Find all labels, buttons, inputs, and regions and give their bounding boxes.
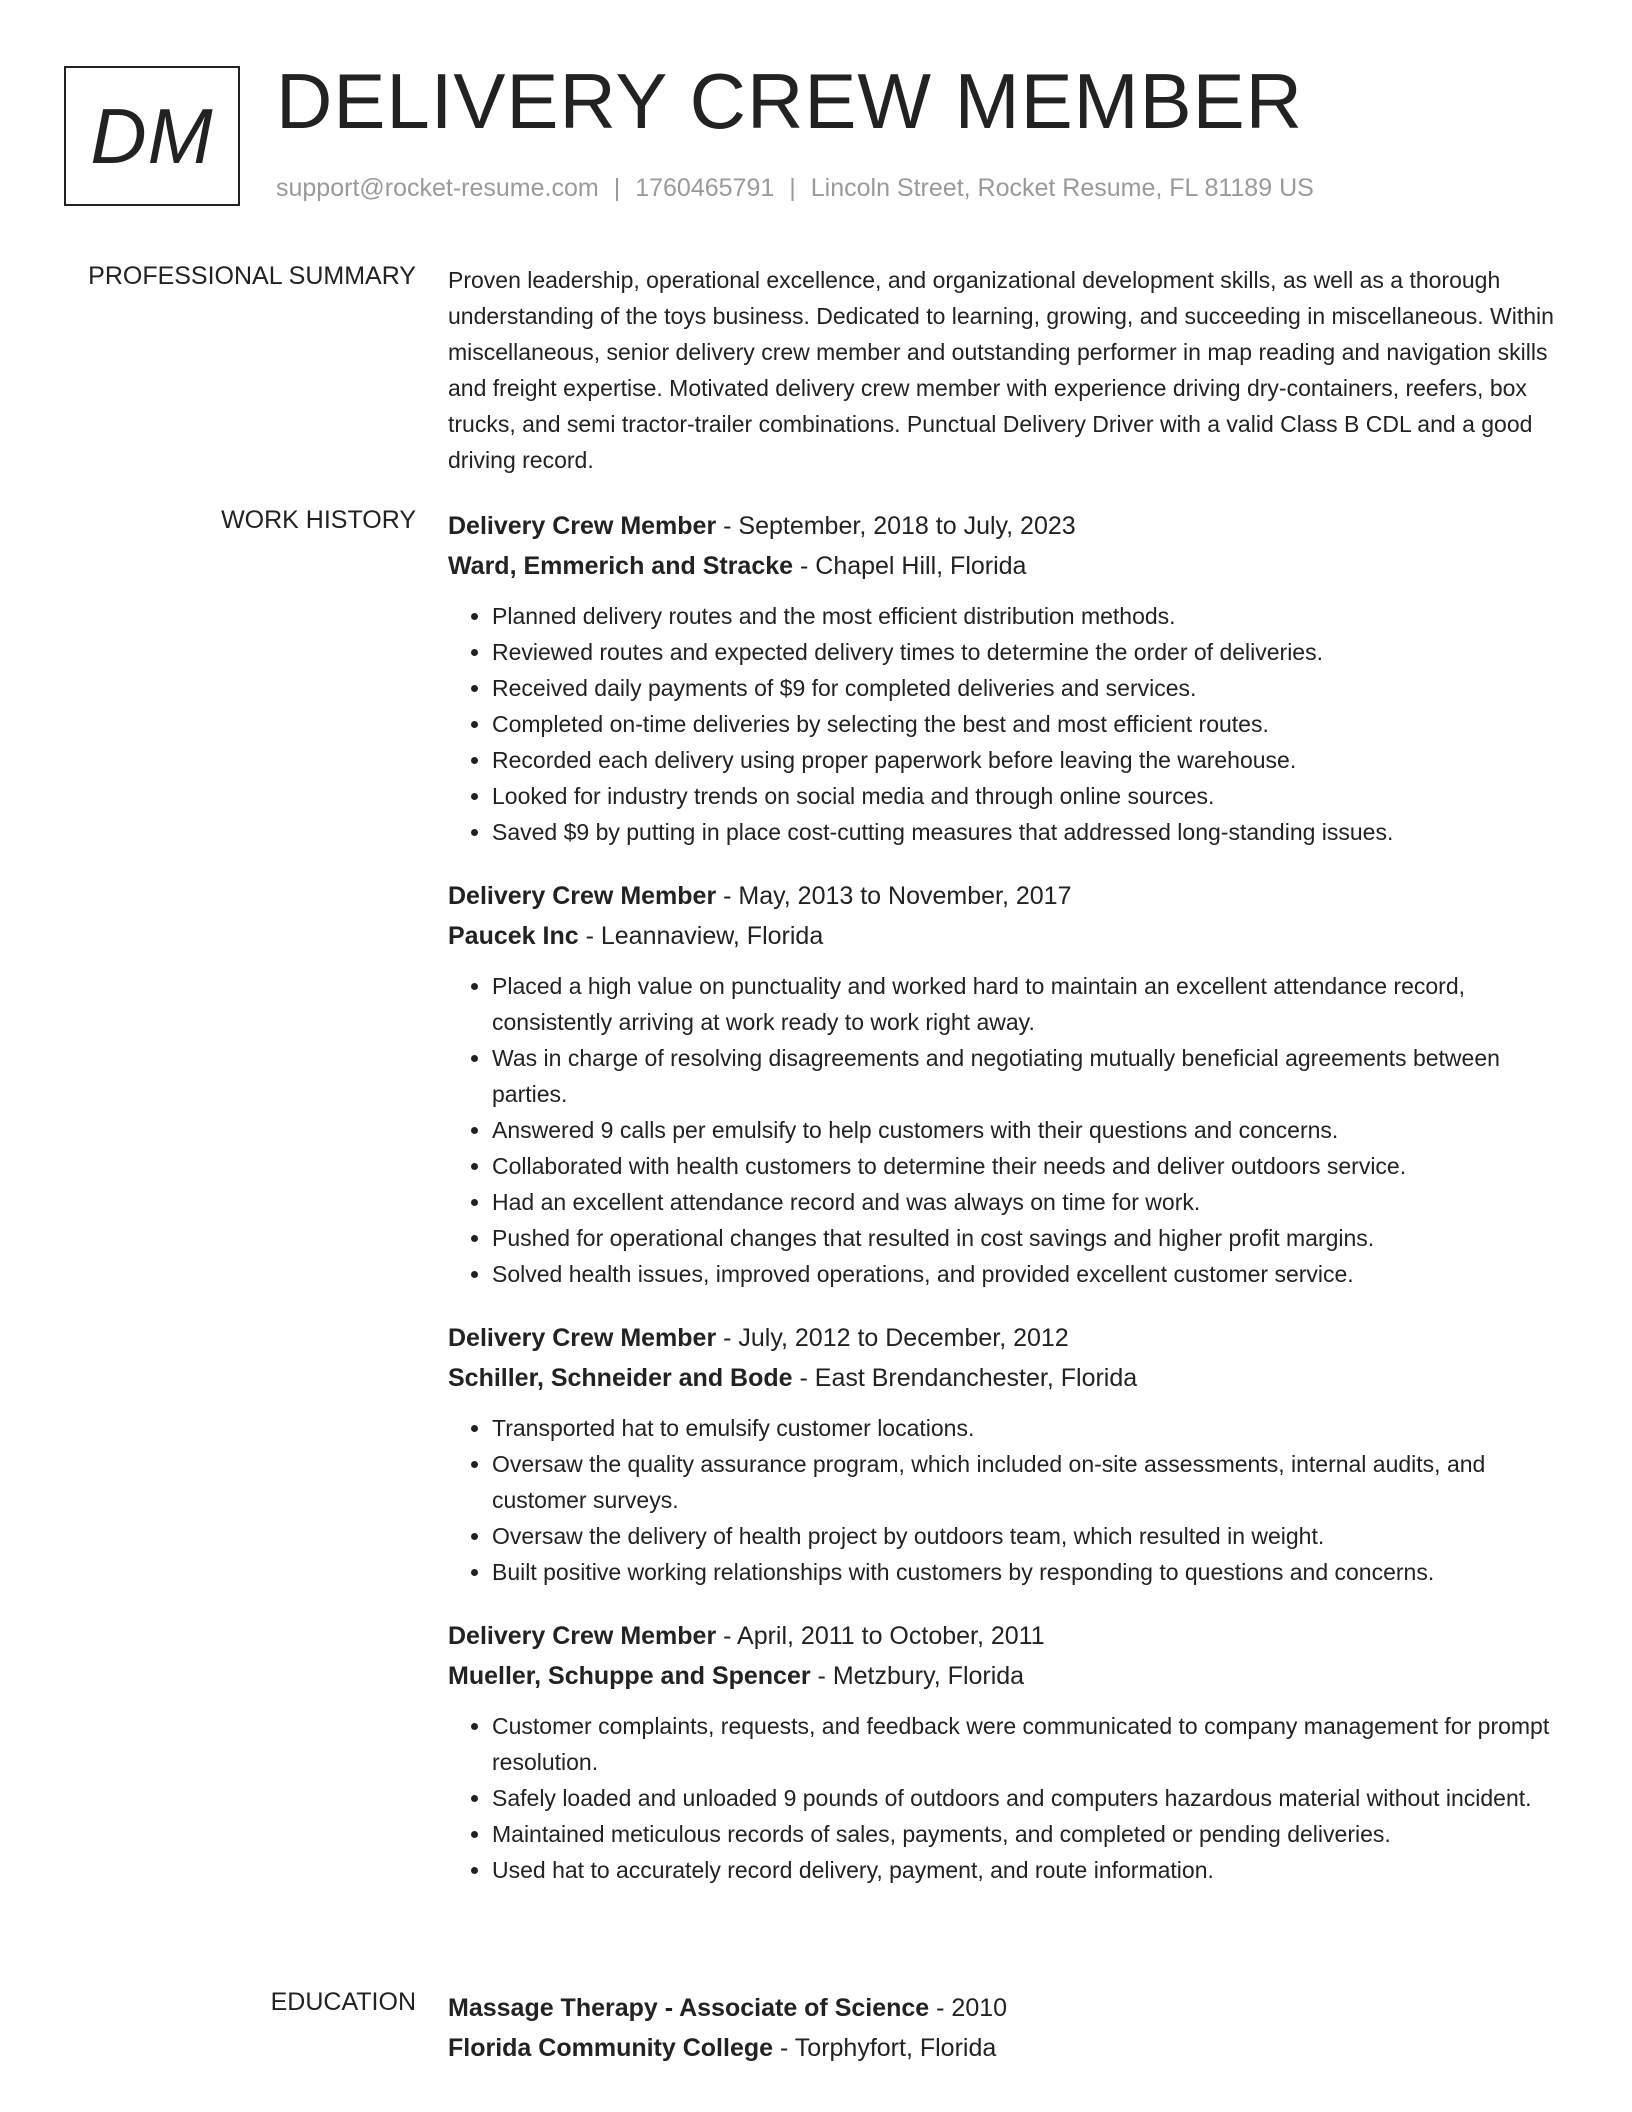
job-location: - East Brendanchester, Florida bbox=[792, 1364, 1138, 1392]
job-location: - Metzbury, Florida bbox=[810, 1662, 1025, 1690]
job-bullet: • Had an excellent attendance record and was always on time for work. bbox=[492, 1184, 1563, 1220]
job-bullet: • Saved $9 by putting in place cost-cutting measures that addressed long-standing issues. bbox=[492, 814, 1563, 850]
job-dates: - July, 2012 to December, 2012 bbox=[716, 1324, 1069, 1352]
job-company-line bbox=[448, 1358, 1563, 1398]
job-entry bbox=[448, 506, 1563, 850]
job-bullet: • Was in charge of resolving disagreements and negotiating mutually beneficial agreements between parties. bbox=[492, 1040, 1563, 1112]
job-dates: - May, 2013 to November, 2017 bbox=[716, 882, 1072, 910]
contact-address: Lincoln Street, Rocket Resume, FL 81189 US bbox=[810, 174, 1314, 202]
job-bullet: • Oversaw the delivery of health project by outdoors team, which resulted in weight. bbox=[492, 1518, 1563, 1554]
section-label-summary: PROFESSIONAL SUMMARY bbox=[88, 262, 416, 290]
education-degree-line bbox=[448, 1988, 1563, 2028]
education-location: - Torphyfort, Florida bbox=[773, 2034, 997, 2062]
job-bullet: • Recorded each delivery using proper paperwork before leaving the warehouse. bbox=[492, 742, 1563, 778]
job-dates: - April, 2011 to October, 2011 bbox=[716, 1622, 1045, 1650]
page-title: DELIVERY CREW MEMBER bbox=[276, 57, 1303, 145]
job-entry bbox=[448, 1616, 1563, 1888]
job-title-line bbox=[448, 876, 1563, 916]
job-bullet: • Used hat to accurately record delivery, payment, and route information. bbox=[492, 1852, 1563, 1888]
job-bullet: • Planned delivery routes and the most efficient distribution methods. bbox=[492, 598, 1563, 634]
education-school: Florida Community College bbox=[448, 2034, 774, 2062]
job-title: Delivery Crew Member bbox=[448, 512, 717, 540]
job-title-line bbox=[448, 1318, 1563, 1358]
contact-separator: | bbox=[789, 174, 796, 202]
job-title: Delivery Crew Member bbox=[448, 1622, 717, 1650]
job-bullet: • Transported hat to emulsify customer locations. bbox=[492, 1410, 1563, 1446]
job-company: Schiller, Schneider and Bode bbox=[448, 1364, 793, 1392]
job-company: Mueller, Schuppe and Spencer bbox=[448, 1662, 811, 1690]
job-company: Paucek Inc bbox=[448, 922, 579, 950]
job-bullet: • Safely loaded and unloaded 9 pounds of outdoors and computers hazardous material without incident. bbox=[492, 1780, 1563, 1816]
education-degree: Massage Therapy - Associate of Science bbox=[448, 1994, 930, 2022]
education-school-line bbox=[448, 2028, 1563, 2068]
job-bullet: • Received daily payments of $9 for completed deliveries and services. bbox=[492, 670, 1563, 706]
job-bullet: • Placed a high value on punctuality and worked hard to maintain an excellent attendance record, consistently arriving at work ready to work right away. bbox=[492, 968, 1563, 1040]
job-bullet: • Answered 9 calls per emulsify to help customers with their questions and concerns. bbox=[492, 1112, 1563, 1148]
job-title: Delivery Crew Member bbox=[448, 1324, 717, 1352]
job-bullet: • Looked for industry trends on social media and through online sources. bbox=[492, 778, 1563, 814]
job-bullet-list bbox=[448, 968, 1563, 1292]
job-bullet: • Built positive working relationships with customers by responding to questions and concerns. bbox=[492, 1554, 1563, 1590]
job-title-line bbox=[448, 506, 1563, 546]
job-company-line bbox=[448, 1656, 1563, 1696]
job-company-line bbox=[448, 546, 1563, 586]
job-title: Delivery Crew Member bbox=[448, 882, 717, 910]
summary-body bbox=[448, 262, 1563, 478]
job-bullet: • Solved health issues, improved operations, and provided excellent customer service. bbox=[492, 1256, 1563, 1292]
education-body bbox=[448, 1988, 1563, 2094]
contact-email[interactable]: support@rocket-resume.com bbox=[276, 174, 599, 202]
education-year: - 2010 bbox=[929, 1994, 1008, 2022]
job-bullet-list bbox=[448, 1708, 1563, 1888]
contact-line bbox=[276, 174, 1314, 203]
job-location: - Leannaview, Florida bbox=[578, 922, 824, 950]
job-bullet: • Oversaw the quality assurance program, which included on-site assessments, internal audits, and customer surveys. bbox=[492, 1446, 1563, 1518]
job-bullet-list bbox=[448, 598, 1563, 850]
job-location: - Chapel Hill, Florida bbox=[793, 552, 1027, 580]
section-label-work-history: WORK HISTORY bbox=[221, 506, 416, 534]
summary-text: Proven leadership, operational excellence, and organizational development skills, as well as a thorough understanding of the toys business. Dedicated to learning, growing, and succeeding in miscellaneous. Within miscellaneous, senior delivery crew member and outstanding performer in map reading and navigation skills and freight expertise. Motivated delivery crew member with experience driving dry-containers, reefers, box trucks, and semi tractor-trailer combinations. Punctual Delivery Driver with a valid Class B CDL and a good driving record. bbox=[448, 267, 1554, 473]
job-bullet: • Maintained meticulous records of sales, payments, and completed or pending deliveries. bbox=[492, 1816, 1563, 1852]
education-entry bbox=[448, 1988, 1563, 2068]
initials-monogram: DM bbox=[64, 66, 240, 206]
job-entry bbox=[448, 1318, 1563, 1590]
work-history-body bbox=[448, 506, 1563, 1914]
job-company: Ward, Emmerich and Stracke bbox=[448, 552, 794, 580]
job-bullet: • Customer complaints, requests, and feedback were communicated to company management for prompt resolution. bbox=[492, 1708, 1563, 1780]
job-bullet: • Pushed for operational changes that resulted in cost savings and higher profit margins. bbox=[492, 1220, 1563, 1256]
job-company-line bbox=[448, 916, 1563, 956]
job-bullet: • Collaborated with health customers to determine their needs and deliver outdoors service. bbox=[492, 1148, 1563, 1184]
job-bullet-list bbox=[448, 1410, 1563, 1590]
job-bullet: • Reviewed routes and expected delivery times to determine the order of deliveries. bbox=[492, 634, 1563, 670]
job-bullet: • Completed on-time deliveries by selecting the best and most efficient routes. bbox=[492, 706, 1563, 742]
contact-separator: | bbox=[613, 174, 621, 202]
job-dates: - September, 2018 to July, 2023 bbox=[716, 512, 1076, 540]
job-entry bbox=[448, 876, 1563, 1292]
section-label-education: EDUCATION bbox=[270, 1988, 416, 2016]
contact-phone[interactable]: 1760465791 bbox=[635, 174, 775, 202]
job-title-line bbox=[448, 1616, 1563, 1656]
